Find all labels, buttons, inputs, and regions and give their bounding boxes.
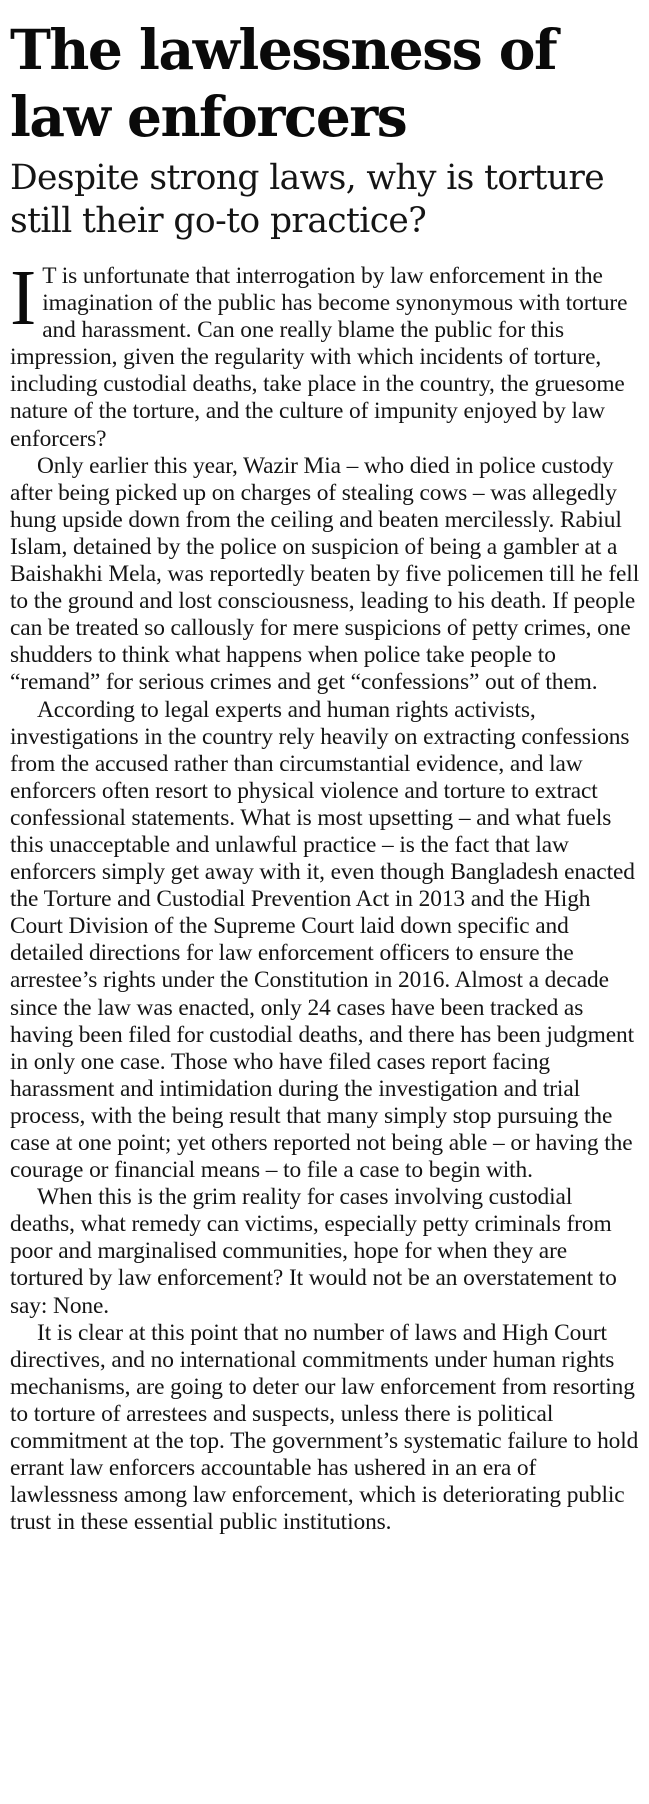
body-paragraph-2: Only earlier this year, Wazir Mia – who died in police custody after being picked up on charges of stealing cows – was allegedly hung upside down from the ceiling and beaten mercilessly. Rabiul Islam, detained by the police on suspicion of being a gambler at a Baishakhi Mela, was reportedly beaten by five policemen till he fell to the ground and lost consciousness, leading to his death. If people can be treated so callously for mere suspicions of petty crimes, one shudders to think what happens when police take people to “remand” for serious crimes and get “confessions” out of them. [10,452,640,696]
drop-cap: I [10,255,37,342]
body-paragraph-5: It is clear at this point that no number of laws and High Court directives, and no international commitments under human rights mechanisms, are going to deter our law enforcement from resorting to torture of arrestees and suspects, unless there is political commitment at the top. The government’s systematic failure to hold errant law enforcers accountable has ushered in an era of lawlessness among law enforcement, which is deteriorating public trust in these essential public institutions. [10,1319,639,1536]
body-paragraph-1 [10,255,640,453]
body-paragraph-3: According to legal experts and human rights activists, investigations in the country rely heavily on extracting confessions from the accused rather than circumstantial evidence, and law enforcers often resort to physical violence and torture to extract confessional statements. What is most upsetting – and what fuels this unacceptable and unlawful practice – is the fact that law enforcers simply get away with it, even though Bangladesh enacted the Torture and Custodial Prevention Act in 2013 and the High Court Division of the Supreme Court laid down specific and detailed directions for law enforcement officers to ensure the arrestee’s rights under the Constitution in 2016. Almost a decade since the law was enacted, only 24 cases have been tracked as having been filed for custodial deaths, and there has been judgment in only one case. Those who have filed cases report facing harassment and intimidation during the investigation and trial process, with the being result that many simply stop pursuing the case at one point; yet others reported not being able – or having the courage or financial means – to file a case to begin with. [10,696,635,1184]
paragraph-text: T is unfortunate that interrogation by law enforcement in the imagination of the public has become synonymous with torture and harassment. Can one really blame the public for this impression, given the regularity with which incidents of torture, including custodial deaths, take place in the country, the gruesome nature of the torture, and the culture of impunity enjoyed by law enforcers? [10,263,628,452]
article-body [10,255,640,1536]
body-paragraph-4: When this is the grim reality for cases involving custodial deaths, what remedy can victims, especially petty criminals from poor and marginalised communities, hope for when they are tortured by law enforcement? It would not be an overstatement to say: None. [10,1184,617,1319]
article-subheadline: Despite strong laws, why is torture still their go-to practice? [10,158,605,241]
article-headline: The lawlessness of law enforcers [10,17,557,149]
article [10,16,640,1536]
